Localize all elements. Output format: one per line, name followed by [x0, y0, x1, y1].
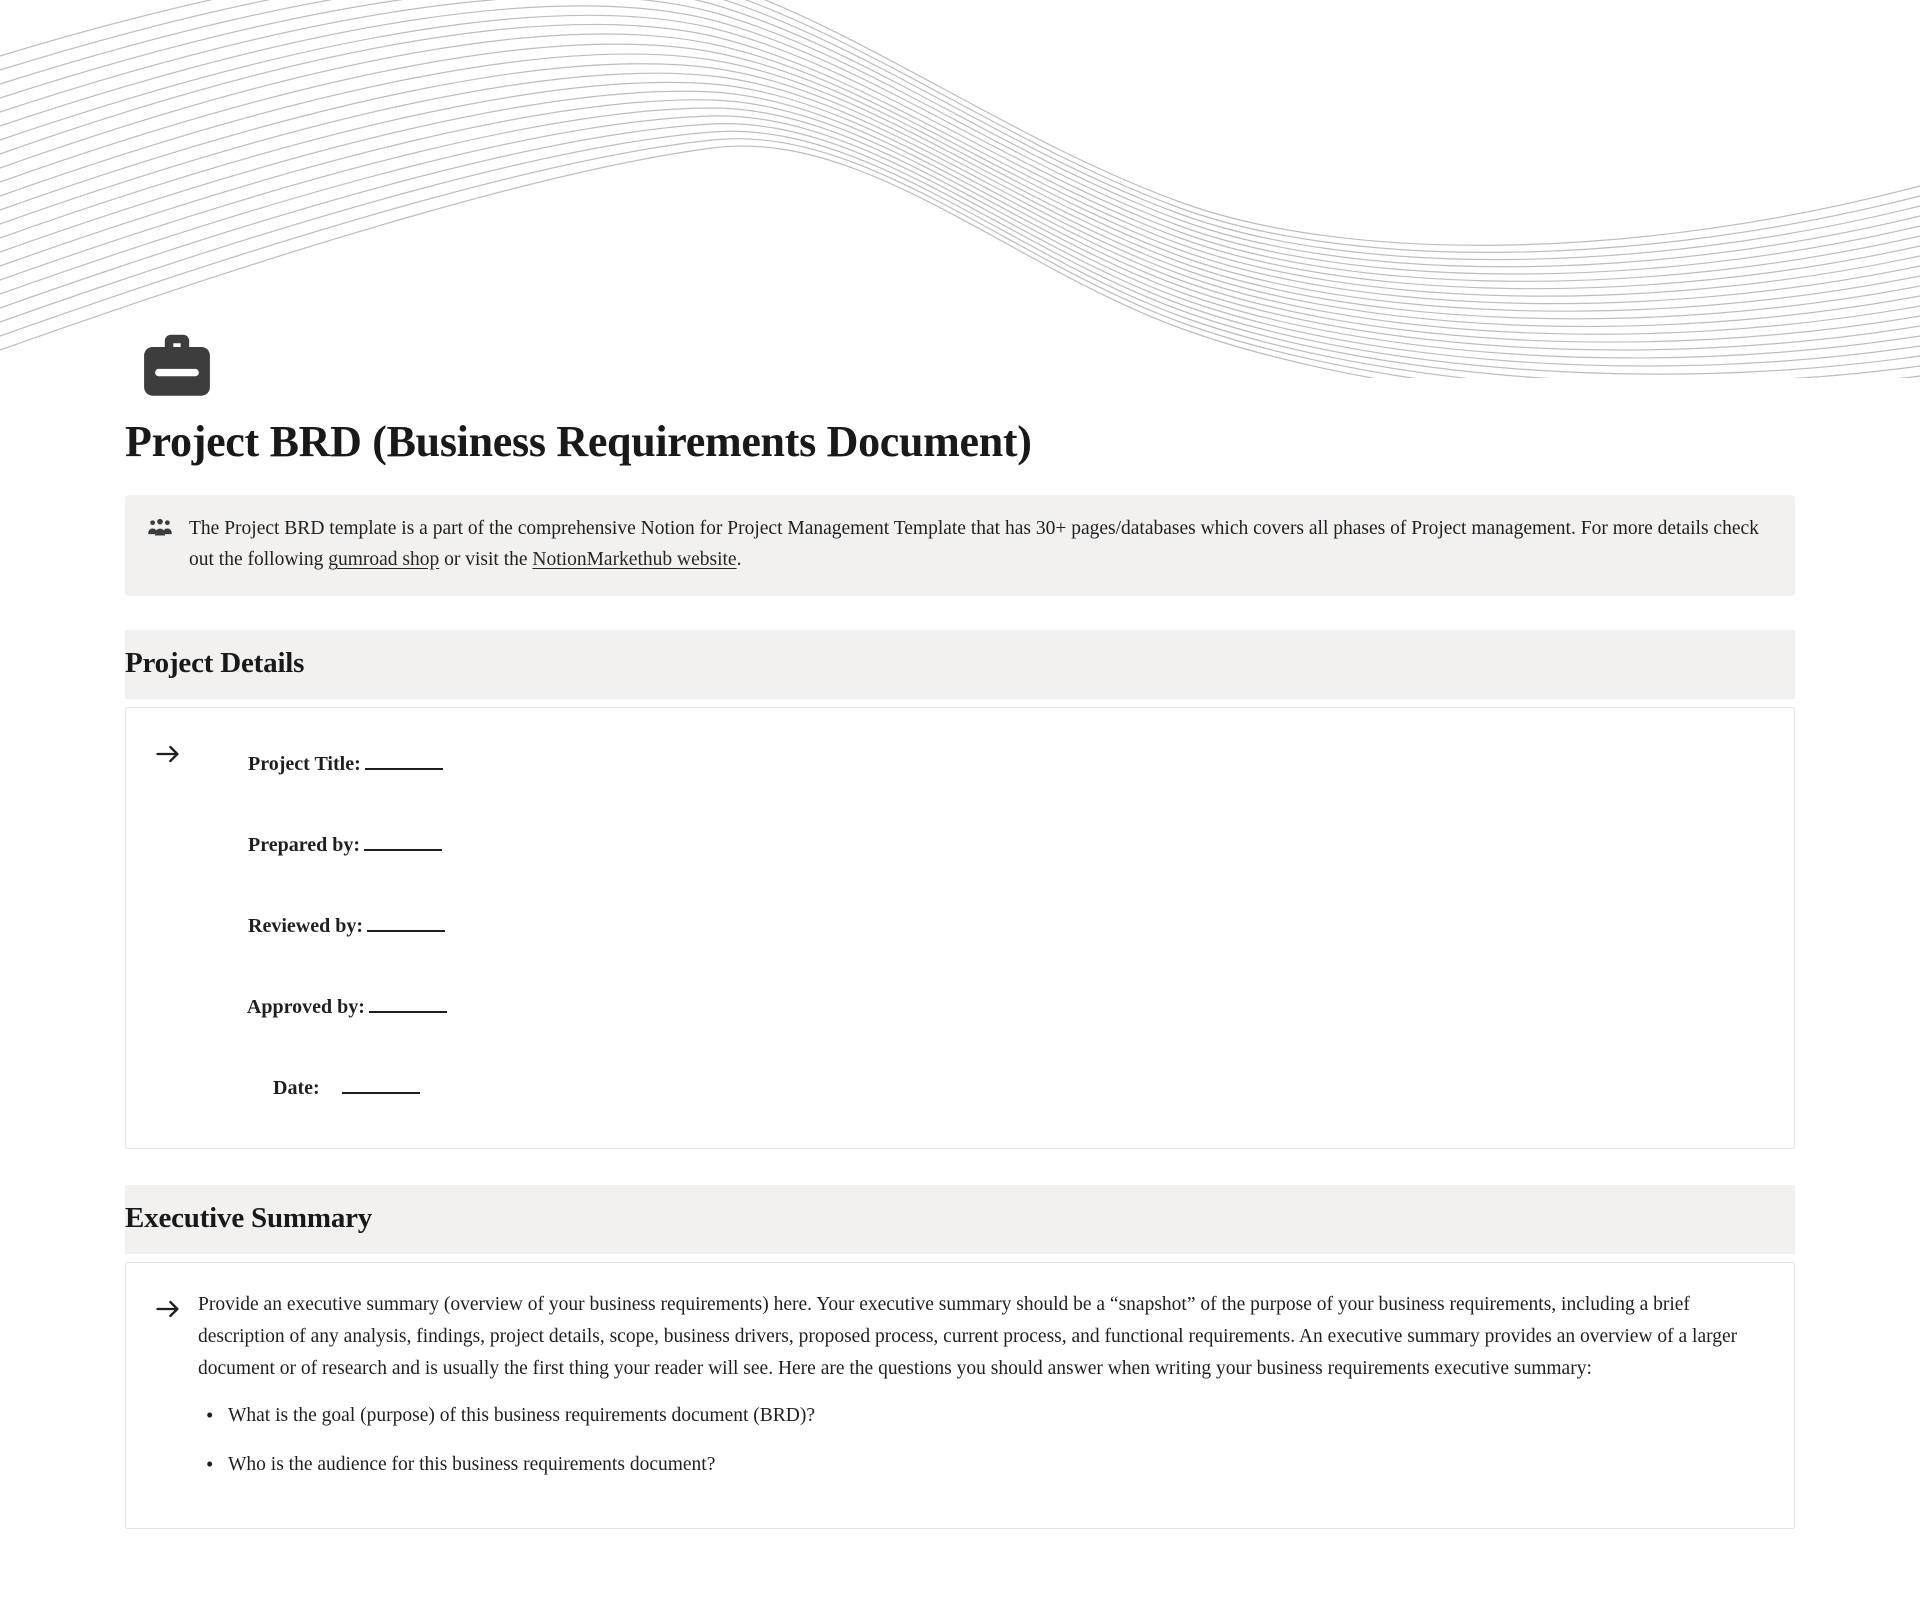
document-content	[0, 416, 1920, 1605]
field-label-date: Date:	[273, 1076, 320, 1099]
project-details-block	[125, 707, 1795, 1149]
callout-text	[189, 513, 1773, 576]
arrow-right-icon	[154, 740, 182, 768]
field-blank-date[interactable]	[342, 1079, 420, 1094]
section-heading-project-details: Project Details	[125, 630, 1795, 699]
notionmarkethub-website-link[interactable]: NotionMarkethub website	[532, 549, 737, 571]
list-item: • Who is the audience for this business requirements document?	[228, 1449, 1766, 1480]
callout-text-part3: .	[736, 549, 742, 571]
briefcase-icon	[138, 325, 216, 403]
field-label-approved-by: Approved by:	[246, 995, 365, 1018]
cover-image	[0, 0, 1920, 378]
list-item: • What is the goal (purpose) of this business requirements document (BRD)?	[228, 1400, 1766, 1431]
people-group-icon	[147, 516, 173, 542]
gumroad-shop-link[interactable]: gumroad shop	[328, 549, 440, 571]
field-approved-by[interactable]	[198, 977, 1766, 1037]
executive-summary-questions	[198, 1400, 1766, 1480]
field-prepared-by[interactable]	[198, 815, 1766, 875]
field-label-reviewed-by: Reviewed by:	[248, 914, 363, 937]
briefcase-icon-glyph	[138, 325, 216, 403]
page-title: Project BRD (Business Requirements Document)	[125, 417, 1032, 466]
info-callout	[125, 495, 1795, 596]
executive-summary-block	[125, 1262, 1795, 1529]
field-label-prepared-by: Prepared by:	[248, 833, 361, 856]
executive-summary-paragraph: Provide an executive summary (overview of your business requirements) here. Your executive summary should be a “snapshot” of the purpose of your business requirements, including a brief description of any analysis, findings, project details, scope, business drivers, proposed process, current process, and functional requirements. An executive summary provides an overview of a larger document or of research and is usually the first thing your reader will see. Here are the questions you should answer when writing your business requirements executive summary:	[198, 1293, 1738, 1380]
field-blank-project-title[interactable]	[365, 755, 443, 770]
callout-text-part1: The Project BRD template is a part of the comprehensive Notion for Project Management Template that has 30+ pages/databases which covers all phases of Project management. For more details check out the following	[189, 517, 1759, 571]
section-heading-executive-summary: Executive Summary	[125, 1185, 1795, 1254]
field-blank-approved-by[interactable]	[369, 998, 447, 1013]
callout-text-part2: or visit the	[439, 549, 533, 571]
field-blank-reviewed-by[interactable]	[367, 917, 445, 932]
project-details-fields	[198, 734, 1766, 1118]
field-reviewed-by[interactable]	[198, 896, 1766, 956]
arrow-right-icon	[154, 1295, 182, 1323]
executive-summary-body	[198, 1289, 1766, 1498]
field-project-title[interactable]	[198, 734, 1766, 794]
field-date[interactable]	[198, 1058, 1766, 1118]
field-blank-prepared-by[interactable]	[364, 836, 442, 851]
wave-lines-cover	[0, 0, 1920, 378]
field-label-project-title: Project Title:	[248, 752, 361, 775]
